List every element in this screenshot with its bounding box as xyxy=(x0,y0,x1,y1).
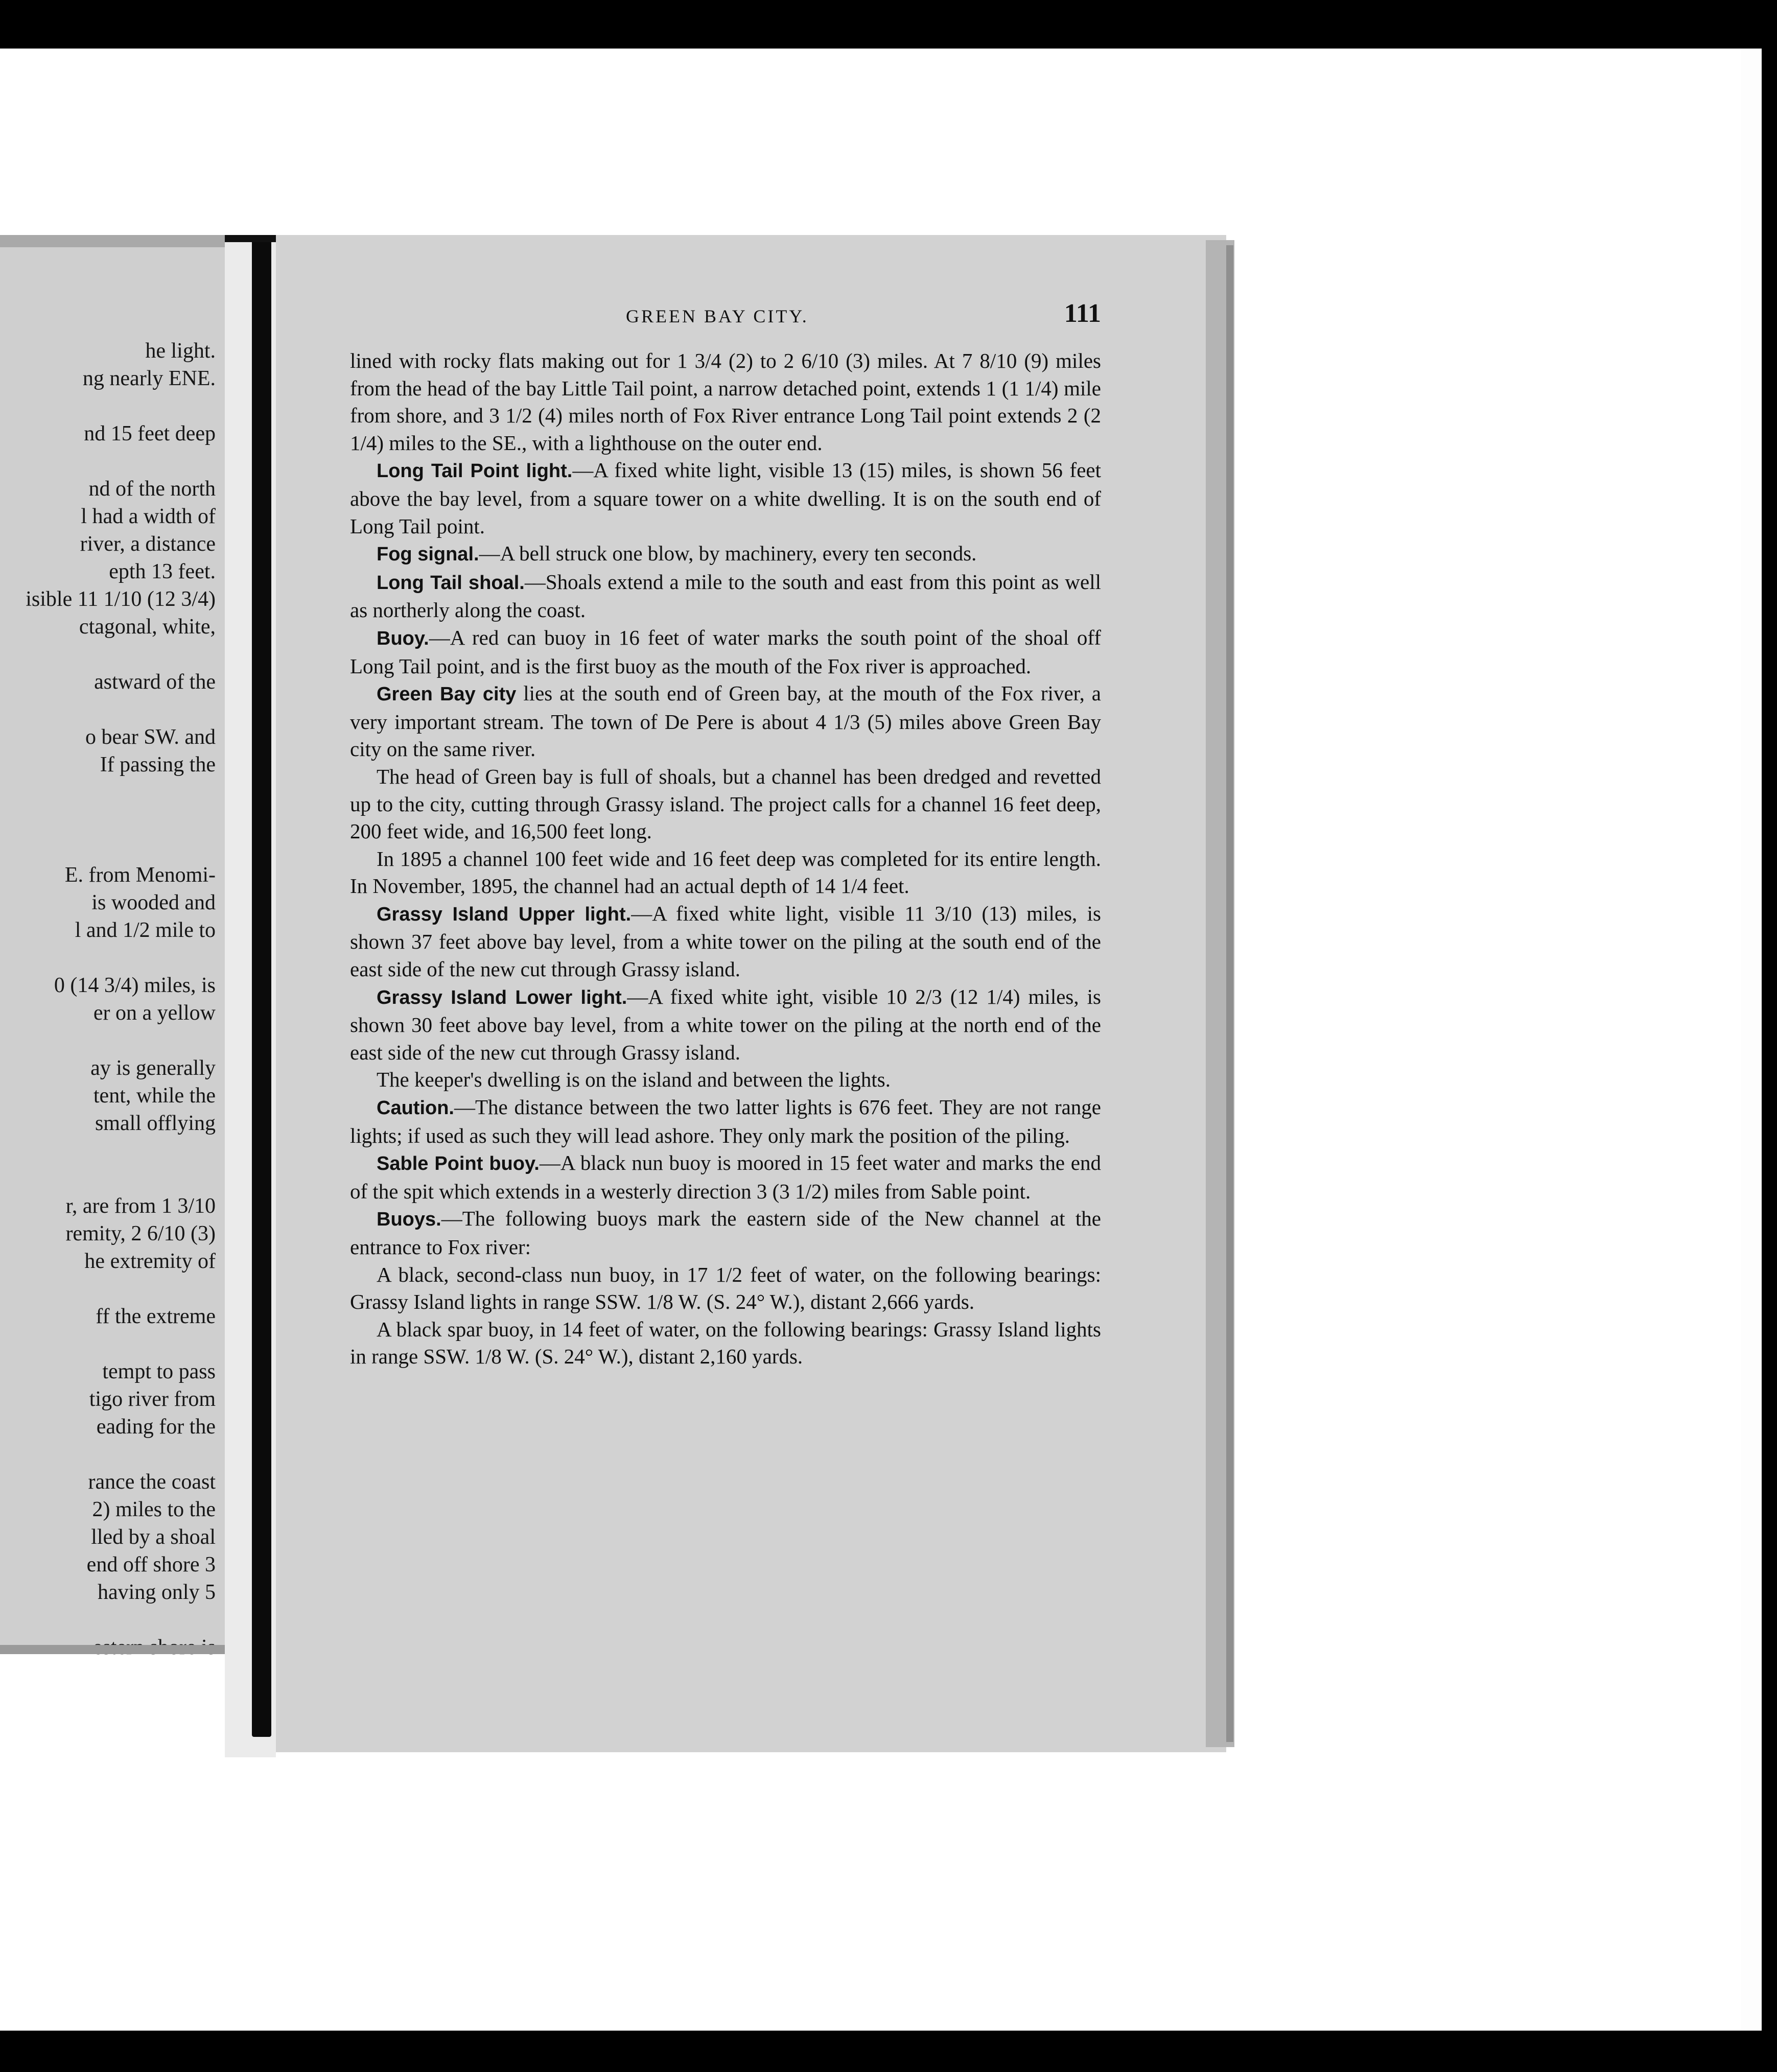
paragraph xyxy=(350,1261,1101,1316)
left-page-line: river, a distance xyxy=(80,532,216,556)
left-page-line: ctagonal, white, xyxy=(79,615,216,639)
left-page-line xyxy=(0,1275,216,1303)
paragraph-text: —The distance between the two latter lights is 676 feet. They are not range lights; if used as such they will lead ashore. They only mark the position of the piling. xyxy=(350,1095,1101,1147)
right-page-edge-shadow xyxy=(1226,245,1233,1742)
paragraph xyxy=(350,763,1101,845)
paragraph-heading: Caution. xyxy=(377,1097,454,1119)
left-page-line xyxy=(0,834,216,861)
left-page-line: E. from Menomi- xyxy=(64,863,216,887)
left-page-line: lled by a shoal xyxy=(91,1525,216,1549)
book-spine xyxy=(252,235,271,1737)
left-page-line: ff the extreme xyxy=(96,1305,216,1328)
left-page-line: tempt to pass xyxy=(102,1360,216,1383)
paragraph-text: —Shoals extend a mile to the south and east from this point as well as northerly along the coast. xyxy=(350,570,1101,622)
left-page-line: astward of the xyxy=(94,670,216,694)
left-page-line xyxy=(0,779,216,806)
left-page-line: 2) miles to the xyxy=(92,1498,216,1521)
left-page-line: small offlying xyxy=(95,1112,216,1135)
left-page-line xyxy=(0,806,216,834)
paragraph xyxy=(350,457,1101,540)
left-page-line xyxy=(0,1330,216,1358)
paragraph xyxy=(350,983,1101,1067)
paragraph-text: lined with rocky flats making out for 1 3/4 (2) to 2 6/10 (3) miles. At 7 8/10 (9) miles from the head of the bay Little Tail point, a narrow detached point, extends 1 (1 1/4) mile from shore, and 3 1/2 (4) miles north of Fox River entrance Long Tail point extends 2 (2 1/4) miles to the SE., with a lighthouse on the outer end. xyxy=(350,349,1101,455)
left-page-line: nd of the north xyxy=(88,477,216,501)
left-page-line: having only 5 xyxy=(98,1581,216,1604)
left-page-line xyxy=(0,1165,216,1192)
paragraph xyxy=(350,347,1101,457)
scan-border-bottom xyxy=(0,2031,1777,2072)
left-page-line: nd 15 feet deep xyxy=(84,422,216,445)
paragraph-text: —A fixed white light, visible 11 3/10 (13) miles, is shown 37 feet above bay level, from a white tower on the piling at the south end of the east side of the new cut through Grassy island. xyxy=(350,901,1101,981)
paragraph-text: —A red can buoy in 16 feet of water marks the south point of the shoal off Long Tail point, and is the first buoy as the mouth of the Fox river is approached. xyxy=(350,625,1101,678)
left-page xyxy=(0,235,225,1645)
left-page-top-shadow xyxy=(0,235,225,247)
left-page-line xyxy=(0,1606,216,1634)
page-number: 111 xyxy=(1064,299,1101,328)
paragraph xyxy=(350,1149,1101,1205)
left-page-line: tigo river from xyxy=(89,1387,216,1411)
left-page-line: he light. xyxy=(145,339,216,363)
paragraph-heading: Buoys. xyxy=(377,1209,441,1231)
left-page-line: tent, while the xyxy=(93,1084,216,1108)
paragraph xyxy=(350,1205,1101,1261)
left-page-bottom-edge xyxy=(0,1645,225,1654)
left-page-line: If passing the xyxy=(100,753,216,776)
page-body xyxy=(350,347,1101,1371)
paragraph-text: A black spar buoy, in 14 feet of water, on the following bearings: Grassy Island lights in range SSW. 1/8 W. (S. 24° W.), distant 2,160 yards. xyxy=(350,1317,1101,1369)
paragraph-heading: Long Tail shoal. xyxy=(377,572,525,594)
paragraph xyxy=(350,680,1101,763)
paragraph-text: —A fixed white light, visible 13 (15) miles, is shown 56 feet above the bay level, from a square tower on a white dwelling. It is on the south end of Long Tail point. xyxy=(350,458,1101,538)
paragraph xyxy=(350,1066,1101,1094)
paragraph-text: —A bell struck one blow, by machinery, every ten seconds. xyxy=(479,541,977,566)
left-page-line: ay is generally xyxy=(90,1056,216,1080)
left-page-line: er on a yellow xyxy=(93,1001,216,1025)
paragraph-heading: Green Bay city xyxy=(377,684,517,705)
paragraph-text: The head of Green bay is full of shoals, but a channel has been dredged and revetted up to the city, cutting through Grassy island. The project calls for a channel 16 feet deep, 200 feet wide, and 16,500 feet long. xyxy=(350,764,1101,843)
paragraph-heading: Grassy Island Lower light. xyxy=(377,986,627,1008)
paragraph-text: A black, second-class nun buoy, in 17 1/2 feet of water, on the following bearings: Grassy Island lights in range SSW. 1/8 W. (S. 24° W.), distant 2,666 yards. xyxy=(350,1262,1101,1314)
scan-border-right xyxy=(1762,49,1777,2031)
left-page-line: remity, 2 6/10 (3) xyxy=(65,1222,216,1245)
left-page-line xyxy=(0,696,216,723)
left-page-line xyxy=(0,448,216,475)
paragraph-text: The keeper's dwelling is on the island and between the lights. xyxy=(377,1068,891,1092)
left-page-line: he extremity of xyxy=(84,1250,216,1273)
paragraph-heading: Fog signal. xyxy=(377,544,479,566)
paragraph-text: In 1895 a channel 100 feet wide and 16 feet deep was completed for its entire length. In November, 1895, the channel had an actual depth of 14 1/4 feet. xyxy=(350,846,1101,898)
paragraph xyxy=(350,900,1101,983)
left-page-line: o bear SW. and xyxy=(85,725,216,749)
scan-border-top xyxy=(0,0,1777,49)
left-page-line xyxy=(0,641,216,668)
left-page-line: r, are from 1 3/10 xyxy=(65,1194,216,1218)
paragraph-text: —A fixed white ight, visible 10 2/3 (12 1/4) miles, is shown 30 feet above bay level, from a white tower on the piling at the north end of the east side of the new cut through Grassy island. xyxy=(350,984,1101,1064)
scan-margin-right xyxy=(1741,49,1762,2031)
left-page-line: 0 (14 3/4) miles, is xyxy=(54,974,216,997)
paragraph-heading: Grassy Island Upper light. xyxy=(377,903,632,925)
paragraph xyxy=(350,1094,1101,1149)
paragraph-text: —The following buoys mark the eastern side of the New channel at the entrance to Fox river: xyxy=(350,1207,1101,1259)
paragraph-heading: Buoy. xyxy=(377,627,429,649)
left-page-line xyxy=(0,944,216,972)
left-page-line xyxy=(0,392,216,420)
left-page-line xyxy=(0,1441,216,1468)
paragraph xyxy=(350,540,1101,569)
paragraph xyxy=(350,845,1101,900)
left-page-line xyxy=(0,1027,216,1054)
paragraph-heading: Sable Point buoy. xyxy=(377,1153,540,1175)
left-page-line: epth 13 feet. xyxy=(109,560,216,583)
paragraph-text: lies at the south end of Green bay, at the mouth of the Fox river, a very important stream. The town of De Pere is about 4 1/3 (5) miles above Green Bay city on the same river. xyxy=(350,681,1101,761)
paragraph xyxy=(350,569,1101,624)
running-title: GREEN BAY CITY. xyxy=(626,306,809,326)
left-page-line: eading for the xyxy=(96,1415,216,1439)
paragraph xyxy=(350,1316,1101,1371)
paragraph-text: —A black nun buoy is moored in 15 feet water and marks the end of the spit which extends in a westerly direction 3 (3 1/2) miles from Sable point. xyxy=(350,1151,1101,1203)
left-page-line: isible 11 1/10 (12 3/4) xyxy=(26,587,216,611)
left-page-line: l had a width of xyxy=(81,505,216,528)
left-page-text xyxy=(0,337,216,1661)
left-page-line: ng nearly ENE. xyxy=(82,367,216,390)
left-page-line: l and 1/2 mile to xyxy=(75,919,216,942)
left-page-line: rance the coast xyxy=(88,1470,216,1494)
paragraph-heading: Long Tail Point light. xyxy=(377,460,573,482)
paragraph xyxy=(350,624,1101,680)
left-page-line xyxy=(0,1137,216,1165)
left-page-line: is wooded and xyxy=(91,891,216,914)
left-page-line: end off shore 3 xyxy=(86,1553,216,1576)
